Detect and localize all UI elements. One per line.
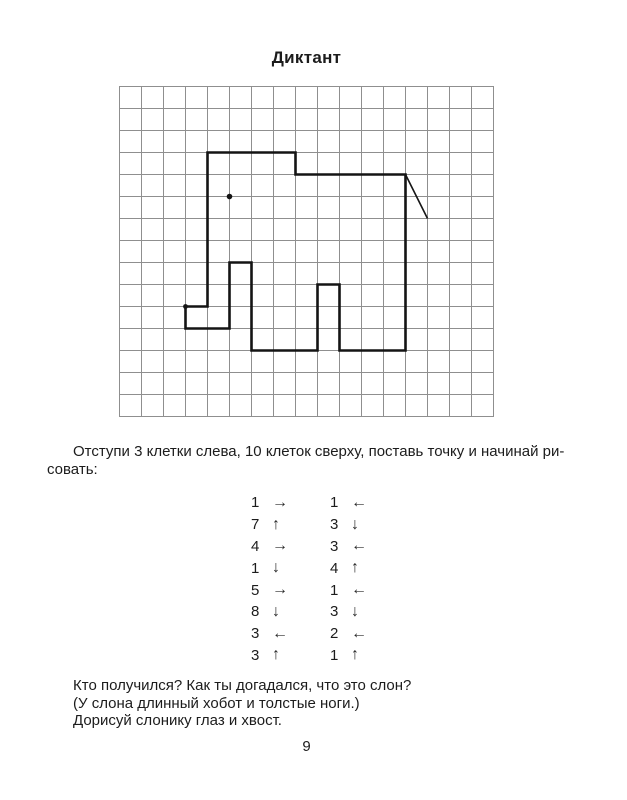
step-row bbox=[330, 514, 367, 536]
questions-paragraph bbox=[47, 677, 569, 730]
step-count: 4 bbox=[330, 559, 339, 577]
step-arrow-icon: ← bbox=[351, 581, 367, 599]
step-count: 3 bbox=[251, 625, 260, 643]
step-arrow-icon: ↑ bbox=[351, 646, 359, 664]
step-row bbox=[330, 601, 367, 623]
steps-column-left bbox=[251, 492, 288, 666]
page-number: 9 bbox=[302, 738, 311, 755]
instruction-paragraph bbox=[47, 443, 569, 479]
step-arrow-icon: → bbox=[272, 581, 288, 599]
step-arrow-icon: ← bbox=[351, 537, 367, 555]
step-row bbox=[251, 623, 288, 645]
step-count: 4 bbox=[251, 537, 260, 555]
step-count: 7 bbox=[251, 516, 260, 534]
step-count: 1 bbox=[330, 494, 339, 512]
step-count: 1 bbox=[251, 494, 260, 512]
grid-lines bbox=[119, 86, 494, 417]
step-count: 3 bbox=[251, 646, 260, 664]
step-count: 2 bbox=[330, 625, 339, 643]
step-row bbox=[330, 623, 367, 645]
step-row bbox=[251, 492, 288, 514]
step-count: 3 bbox=[330, 537, 339, 555]
step-arrow-icon: ↑ bbox=[272, 515, 280, 533]
instruction-line-2: совать: bbox=[47, 461, 98, 478]
step-row bbox=[330, 579, 367, 601]
step-row bbox=[251, 645, 288, 667]
step-row bbox=[330, 536, 367, 558]
steps-column-right bbox=[330, 492, 367, 666]
step-count: 1 bbox=[251, 559, 260, 577]
question-line-3: Дорисуй слонику глаз и хвост. bbox=[73, 712, 282, 729]
step-row bbox=[330, 492, 367, 514]
step-arrow-icon: → bbox=[272, 537, 288, 555]
step-arrow-icon: ↓ bbox=[351, 602, 359, 620]
step-arrow-icon: ← bbox=[272, 624, 288, 642]
step-count: 5 bbox=[251, 581, 260, 599]
step-row bbox=[330, 645, 367, 667]
step-arrow-icon: ← bbox=[351, 493, 367, 511]
question-line-2: (У слона длинный хобот и толстые ноги.) bbox=[73, 694, 360, 712]
step-row bbox=[251, 601, 288, 623]
start-point-dot bbox=[183, 304, 188, 309]
step-row bbox=[251, 536, 288, 558]
step-arrow-icon: ↓ bbox=[272, 602, 280, 620]
step-arrow-icon: ↓ bbox=[351, 515, 359, 533]
question-line-1: Кто получился? Как ты догадался, что это слон? bbox=[73, 677, 412, 694]
grid-elephant-figure bbox=[119, 86, 494, 417]
step-arrow-icon: ↑ bbox=[272, 646, 280, 664]
step-arrow-icon: → bbox=[272, 493, 288, 511]
step-count: 3 bbox=[330, 603, 339, 621]
step-count: 8 bbox=[251, 603, 260, 621]
step-count: 1 bbox=[330, 646, 339, 664]
instruction-line-1: Отступи 3 клетки слева, 10 клеток сверху, поставь точку и начинай ри- bbox=[73, 443, 565, 460]
step-row bbox=[251, 579, 288, 601]
step-count: 3 bbox=[330, 516, 339, 534]
step-count: 1 bbox=[330, 581, 339, 599]
step-arrow-icon: ↓ bbox=[272, 559, 280, 577]
page-title: Диктант bbox=[271, 48, 342, 67]
step-arrow-icon: ← bbox=[351, 624, 367, 642]
elephant-eye-dot bbox=[227, 194, 233, 200]
step-row bbox=[251, 557, 288, 579]
step-arrow-icon: ↑ bbox=[351, 559, 359, 577]
step-row bbox=[251, 514, 288, 536]
step-row bbox=[330, 557, 367, 579]
